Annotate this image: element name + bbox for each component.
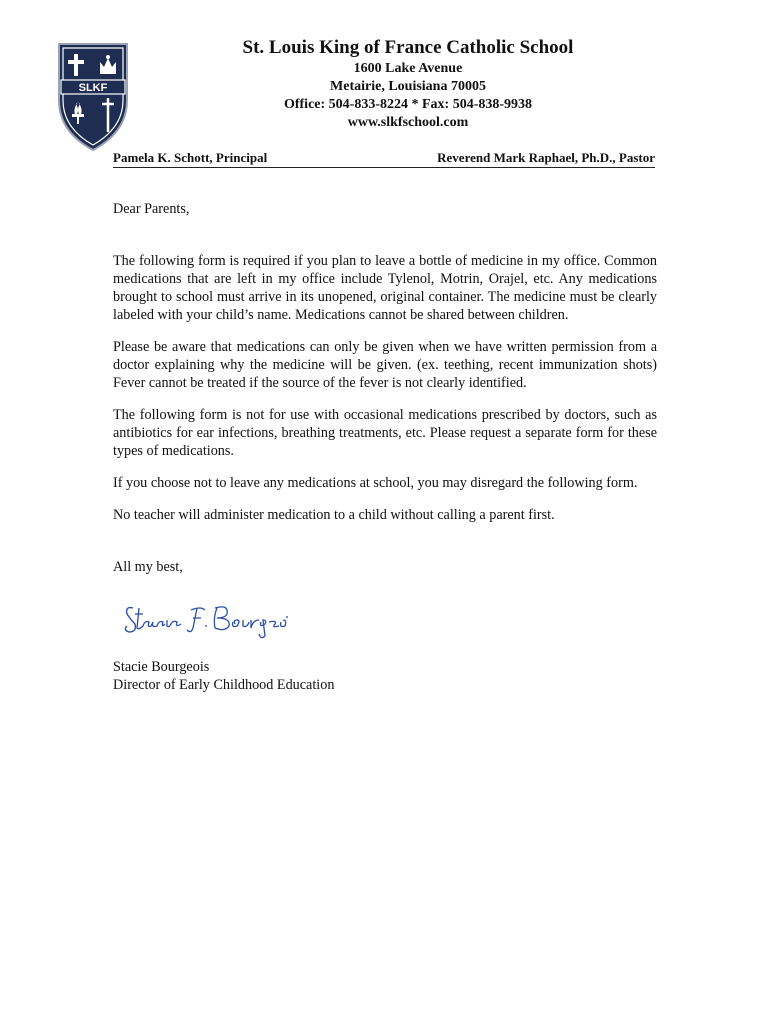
paragraph-4: If you choose not to leave any medications at school, you may disregard the following form. [113, 475, 638, 491]
handwritten-signature [121, 594, 291, 644]
salutation: Dear Parents, [113, 201, 190, 217]
letter-body [113, 200, 657, 694]
signer-title: Director of Early Childhood Education [113, 677, 335, 693]
letterhead [160, 36, 656, 132]
signer-name: Stacie Bourgeois [113, 659, 210, 675]
paragraph-5: No teacher will administer medication to a child without calling a parent first. [113, 507, 555, 523]
svg-text:SLKF: SLKF [78, 82, 108, 94]
website: www.slkfschool.com [347, 115, 469, 130]
address-line-2: Metairie, Louisiana 70005 [330, 79, 486, 94]
school-crest-logo [56, 40, 130, 152]
pastor-name: Reverend Mark Raphael, Ph.D., Pastor [437, 150, 655, 165]
phone-fax: Office: 504-833-8224 * Fax: 504-838-9938 [283, 97, 533, 112]
paragraph-3: The following form is not for use with occasional medications prescribed by doctors, such as antibiotics for ear infections, breathing treatments, etc. Please request a separate form for these types of medications. [113, 407, 657, 459]
closing: All my best, [113, 559, 183, 575]
paragraph-2: Please be aware that medications can only be given when we have written permission from a doctor explaining why the medicine will be given. (ex. teething, recent immunization shots) Fever cannot be treated if the source of the fever is not clearly identified. [113, 339, 657, 391]
principal-name: Pamela K. Schott, Principal [113, 150, 268, 165]
paragraph-1: The following form is required if you plan to leave a bottle of medicine in my office. Common medications that are left in my office include Tylenol, Motrin, Orajel, etc. Any medications brought to school must arrive in its unopened, original container. The medicine must be clearly labeled with your child’s name. Medications cannot be shared between children. [113, 253, 657, 323]
address-line-1: 1600 Lake Avenue [353, 61, 463, 76]
staff-row [113, 148, 655, 168]
school-name: St. Louis King of France Catholic School [242, 37, 574, 58]
